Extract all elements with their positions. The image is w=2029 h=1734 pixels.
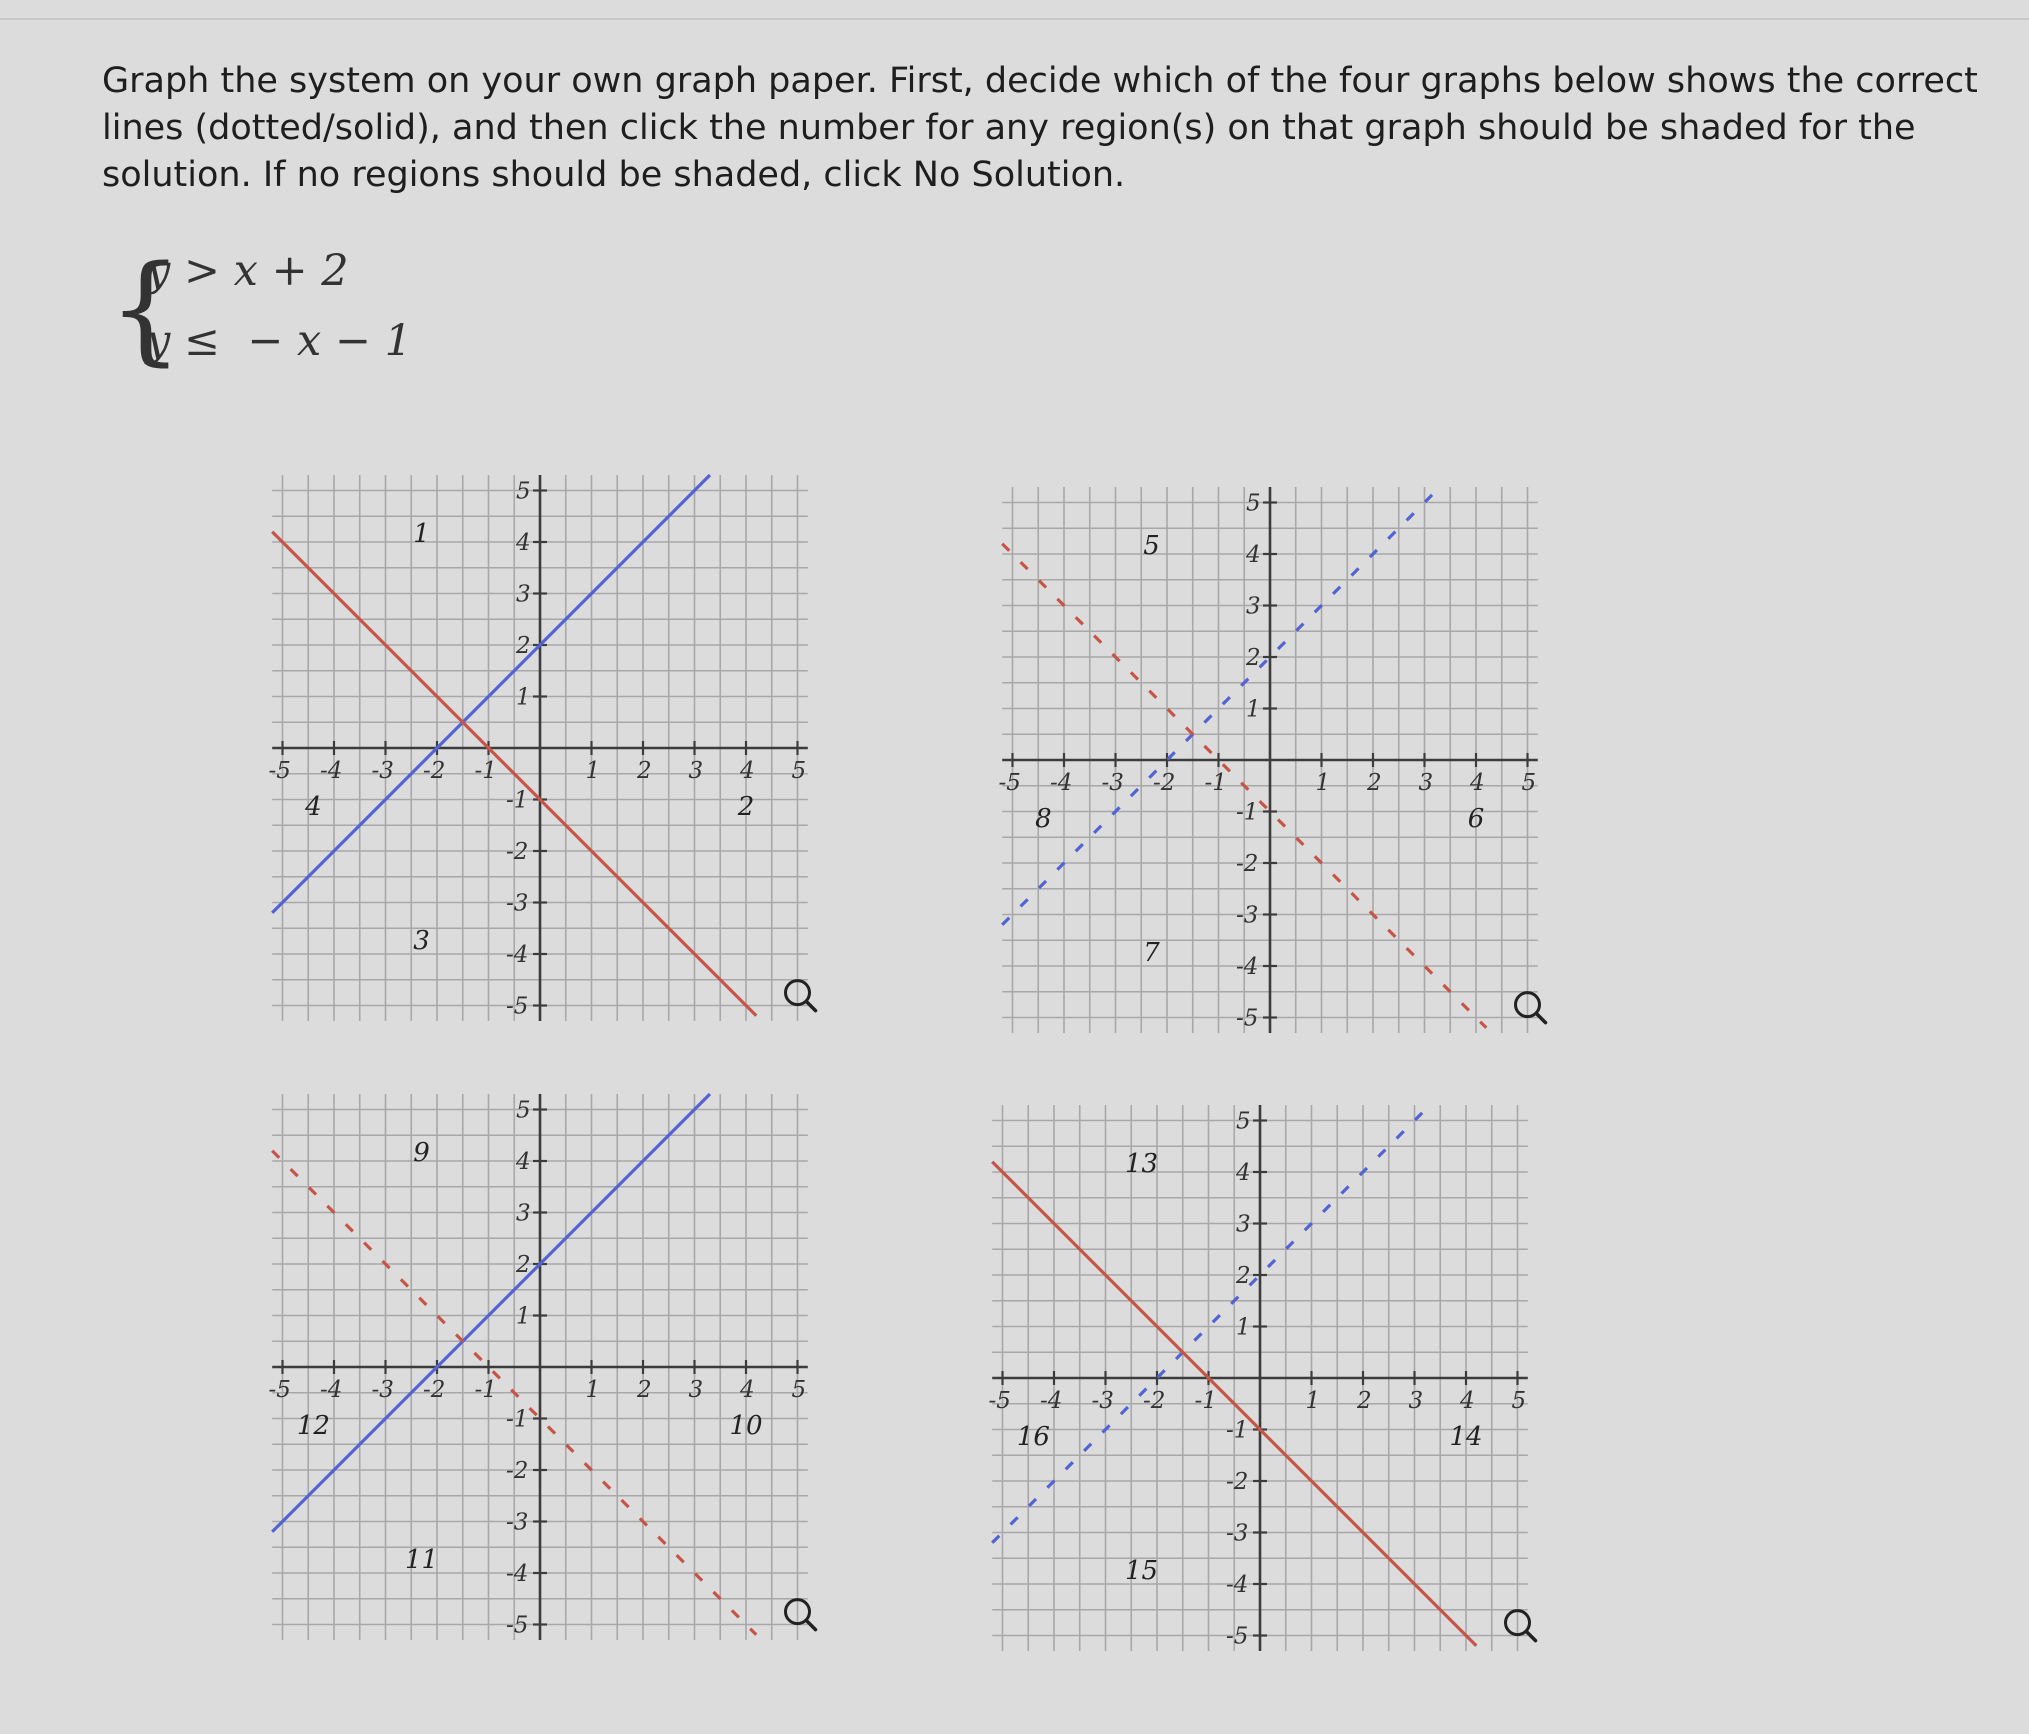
graph-canvas (270, 1095, 815, 1650)
x-tick-label: -1 (474, 758, 497, 784)
x-tick-label: 3 (688, 758, 704, 784)
region-top-label[interactable]: 1 (413, 519, 430, 549)
y-tick-label: -2 (1236, 851, 1259, 877)
y-tick-label: 3 (1236, 1211, 1251, 1238)
region-right-label[interactable]: 14 (1449, 1421, 1483, 1452)
x-tick-label: 1 (585, 758, 601, 784)
y-tick-label: 5 (516, 478, 531, 505)
y-tick-label: -5 (506, 1612, 529, 1639)
x-tick-label: 4 (740, 1377, 755, 1403)
x-tick-label: -4 (320, 758, 343, 784)
x-tick-label: -1 (1204, 770, 1227, 796)
x-tick-label: -5 (268, 1377, 291, 1403)
graph-top-left (270, 478, 815, 1033)
y-tick-label: -1 (1236, 799, 1259, 826)
x-tick-label: -2 (1143, 1388, 1166, 1414)
region-right-label[interactable]: 10 (729, 1410, 763, 1441)
x-tick-label: -3 (371, 758, 394, 784)
y-tick-label: -4 (506, 1561, 529, 1587)
y-tick-label: -1 (506, 1406, 529, 1433)
y-tick-label: -5 (1236, 1005, 1259, 1032)
y-tick-label: 4 (516, 1149, 531, 1175)
region-bottom-label[interactable]: 3 (413, 925, 430, 956)
region-right-label[interactable]: 6 (1467, 803, 1485, 834)
x-tick-label: 3 (1418, 770, 1434, 796)
y-tick-label: -3 (506, 890, 529, 917)
x-tick-label: -4 (1040, 1388, 1063, 1414)
x-tick-label: -1 (474, 1377, 497, 1403)
top-divider (0, 18, 2029, 20)
region-left-label[interactable]: 4 (305, 791, 322, 822)
region-left-label[interactable]: 16 (1016, 1421, 1050, 1452)
y-tick-label: -3 (1226, 1520, 1249, 1547)
magnifier-handle (1537, 1014, 1546, 1023)
x-tick-label: 2 (637, 1377, 652, 1403)
region-top-label[interactable]: 13 (1125, 1149, 1159, 1179)
magnifier-handle (807, 1002, 816, 1011)
graph-canvas (270, 478, 815, 1033)
x-tick-label: 4 (1460, 1388, 1475, 1414)
boundary-line-y-eq-x-plus-2 (1002, 487, 1440, 925)
y-tick-label: 3 (516, 581, 531, 608)
y-tick-label: 5 (1246, 490, 1261, 517)
y-tick-label: -2 (506, 1458, 529, 1484)
x-tick-label: 1 (1305, 1388, 1321, 1414)
x-tick-label: -2 (423, 758, 446, 784)
x-tick-label: -4 (1050, 770, 1073, 796)
left-brace: { (108, 239, 184, 377)
y-tick-label: -5 (506, 993, 529, 1020)
y-tick-label: 4 (516, 530, 531, 556)
region-bottom-label[interactable]: 7 (1143, 937, 1160, 968)
y-tick-label: 5 (1236, 1108, 1251, 1135)
x-tick-label: 4 (1470, 770, 1485, 796)
graph-canvas (1000, 488, 1545, 1043)
x-tick-label: 1 (1315, 770, 1331, 796)
x-tick-label: 2 (637, 758, 652, 784)
y-tick-label: -4 (506, 942, 529, 968)
inequality-1: y > x + 2 (146, 246, 349, 296)
region-left-label[interactable]: 8 (1035, 803, 1052, 834)
x-tick-label: 5 (1521, 770, 1537, 796)
y-tick-label: -3 (1236, 902, 1259, 929)
y-tick-label: -1 (506, 787, 529, 814)
y-tick-label: -1 (1226, 1417, 1249, 1444)
x-tick-label: -2 (1153, 770, 1176, 796)
y-tick-label: 2 (516, 633, 531, 659)
instructions-text: Graph the system on your own graph paper. First, decide which of the four graphs below shows the correct lines (dotted/solid), and then click the number for any region(s) on that graph should be shaded for the solution. If no regions should be shaded, click No Solution. (102, 61, 1978, 195)
boundary-line-y-eq-x-plus-2 (272, 475, 710, 913)
y-tick-label: -4 (1226, 1572, 1249, 1598)
x-tick-label: 3 (1408, 1388, 1424, 1414)
x-tick-label: 5 (791, 758, 807, 784)
y-tick-label: -4 (1236, 954, 1259, 980)
magnifier-handle (1527, 1632, 1536, 1641)
x-tick-label: -4 (320, 1377, 343, 1403)
x-tick-label: -3 (1091, 1388, 1114, 1414)
x-tick-label: -2 (423, 1377, 446, 1403)
region-bottom-label[interactable]: 11 (405, 1544, 439, 1575)
region-top-label[interactable]: 9 (413, 1138, 430, 1168)
y-tick-label: -3 (506, 1509, 529, 1536)
magnifier-handle (807, 1621, 816, 1630)
y-tick-label: 5 (516, 1097, 531, 1124)
x-tick-label: 4 (740, 758, 755, 784)
x-tick-label: -1 (1194, 1388, 1217, 1414)
boundary-line-y-eq-x-plus-2 (272, 1094, 710, 1532)
y-tick-label: -2 (506, 839, 529, 865)
graph-top-right (1000, 488, 1545, 1043)
x-tick-label: 2 (1357, 1388, 1372, 1414)
y-tick-label: -5 (1226, 1623, 1249, 1650)
graph-canvas (990, 1108, 1535, 1663)
x-tick-label: -3 (371, 1377, 394, 1403)
x-tick-label: -3 (1101, 770, 1124, 796)
graph-bottom-left (270, 1095, 815, 1650)
region-top-label[interactable]: 5 (1143, 531, 1160, 561)
y-tick-label: 1 (1246, 696, 1261, 723)
x-tick-label: 3 (688, 1377, 704, 1403)
y-tick-label: 3 (1246, 593, 1261, 620)
x-tick-label: -5 (998, 770, 1021, 796)
y-tick-label: 2 (516, 1252, 531, 1278)
x-tick-label: 5 (1511, 1388, 1527, 1414)
region-right-label[interactable]: 2 (737, 791, 755, 822)
y-tick-label: 3 (516, 1200, 531, 1227)
y-tick-label: 2 (1246, 645, 1261, 671)
y-tick-label: 4 (1236, 1160, 1251, 1186)
x-tick-label: -5 (268, 758, 291, 784)
graph-bottom-right (990, 1108, 1535, 1663)
inequality-2: y ≤ − x − 1 (146, 316, 412, 366)
y-tick-label: 1 (1236, 1314, 1251, 1341)
boundary-line-y-eq-x-plus-2 (992, 1105, 1430, 1543)
y-tick-label: 2 (1236, 1263, 1251, 1289)
x-tick-label: 1 (585, 1377, 601, 1403)
y-tick-label: 1 (516, 684, 531, 711)
x-tick-label: 2 (1367, 770, 1382, 796)
y-tick-label: 1 (516, 1303, 531, 1330)
region-bottom-label[interactable]: 15 (1125, 1555, 1159, 1586)
x-tick-label: -5 (988, 1388, 1011, 1414)
y-tick-label: 4 (1246, 542, 1261, 568)
region-left-label[interactable]: 12 (296, 1410, 330, 1441)
y-tick-label: -2 (1226, 1469, 1249, 1495)
system-of-inequalities (108, 238, 468, 378)
x-tick-label: 5 (791, 1377, 807, 1403)
